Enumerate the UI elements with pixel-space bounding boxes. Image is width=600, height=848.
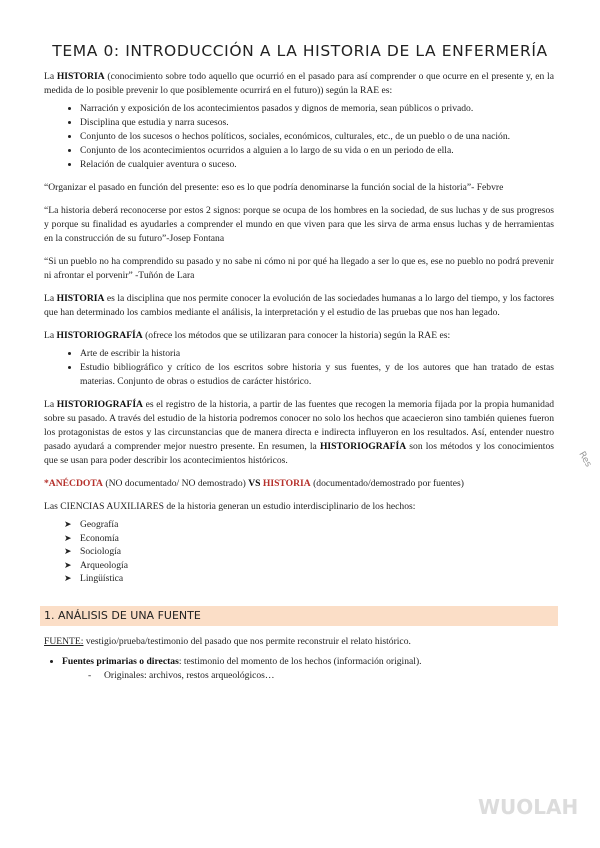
fuentes-list (44, 655, 554, 669)
list-item: • Narración y exposición de los acontecimientos pasados y dignos de memoria, sean públicos o privado. (80, 102, 554, 116)
list-item: • Estudio bibliográfico y crítico de los escritos sobre historia y sus fuentes, y de los autores que han tratado de estas materias. Conjunto de obras o estudios de carácter histórico. (80, 361, 554, 389)
list-item: • Conjunto de los acontecimientos ocurridos a alguien a lo largo de su vida o en un periodo de ella. (80, 144, 554, 158)
fuente-definition: FUENTE: vestigio/prueba/testimonio del pasado que nos permite reconstruir el relato histórico. (44, 635, 411, 647)
historiografia-intro: La HISTORIOGRAFÍA (ofrece los métodos que se utilizaran para conocer la historia) según la RAE es: (44, 330, 451, 341)
historiografia-paragraph: La HISTORIOGRAFÍA es el registro de la historia, a partir de las fuentes que recogen la memoria fijada por la propia humanidad sobre su pasado. A través del estudio de la historia podremos conocer no solo los hechos que acaecieron sino también quienes fueron los protagonistas de estos y las circunstancias que de manera directa e indirecta influyeron en los resultados. Así, entender nuestro pasado ayudará a comprender mejor nuestro presente. En resumen, la HISTORIOGRAFÍA son los métodos y los conocimientos que se usan para poder describir los acontecimientos históricos. (44, 399, 554, 466)
historia-definition: La HISTORIA es la disciplina que nos permite conocer la evolución de las sociedades humanas a lo largo del tiempo, y los factores que han determinado los cambios mediante el análisis, la interpretación y el estudio de las pruebas que nos han legado. (44, 293, 554, 318)
list-item: • Fuentes primarias o directas: testimonio del momento de los hechos (información original). (62, 655, 554, 669)
list-item: • Relación de cualquier aventura o suceso. (80, 158, 554, 172)
ciencias-intro: Las CIENCIAS AUXILIARES de la historia generan un estudio interdisciplinario de los hechos: (44, 501, 416, 512)
list-item: ➤ Lingüística (80, 572, 554, 586)
list-item: ➤ Arqueología (80, 559, 554, 573)
section-heading-1: 1. ANÁLISIS DE UNA FUENTE (40, 606, 558, 626)
historiografia-definitions-list (44, 347, 554, 389)
intro-paragraph: La HISTORIA (conocimiento sobre todo aquello que ocurrió en el pasado para así comprender o que ocurre en el presente y, en la medida de lo posible prevenir lo que posiblemente ocurrirá en el futuro)) según la RAE es: (44, 71, 554, 96)
page-title: TEMA 0: INTRODUCCIÓN A LA HISTORIA DE LA ENFERMERÍA (52, 42, 548, 60)
list-item: ➤ Sociología (80, 545, 554, 559)
document-body (44, 70, 554, 683)
quote-febvre: “Organizar el pasado en función del presente: eso es lo que podría denominarse la función social de la historia”- Febvre (44, 182, 504, 193)
list-item: ➤ Economía (80, 532, 554, 546)
ciencias-list (44, 518, 554, 586)
list-item: • Arte de escribir la historia (80, 347, 554, 361)
quote-fontana: “La historia deberá reconocerse por estos 2 signos: porque se ocupa de los hombres en la sociedad, de sus luchas y de sus progresos y porque su finalidad es ayudarles a comprender el mundo en que viven para que les sirva de arma ensus luchas y de herramientas en la construcción de su futuro”-Josep Fontana (44, 205, 554, 244)
list-item: ➤ Geografía (80, 518, 554, 532)
list-item: - Originales: archivos, restos arqueológicos… (104, 669, 554, 683)
anecdota-line: *ANÉCDOTA (NO documentado/ NO demostrado) VS HISTORIA (documentado/demostrado por fuentes) (44, 478, 464, 489)
quote-tunon: “Si un pueblo no ha comprendido su pasado y no sabe ni cómo ni por qué ha llegado a ser lo que es, ese no pueblo no podrá prevenir ni afrontar el porvenir” -Tuñón de Lara (44, 256, 554, 281)
side-label: Res (576, 450, 594, 469)
fuentes-primarias-sublist (44, 669, 554, 683)
wuolah-logo: WUOLAH (478, 795, 579, 819)
rae-definitions-list (44, 102, 554, 172)
list-item: • Disciplina que estudia y narra sucesos. (80, 116, 554, 130)
list-item: • Conjunto de los sucesos o hechos políticos, sociales, económicos, culturales, etc., de un pueblo o de una nación. (80, 130, 554, 144)
term-historia: HISTORIA (56, 71, 105, 82)
